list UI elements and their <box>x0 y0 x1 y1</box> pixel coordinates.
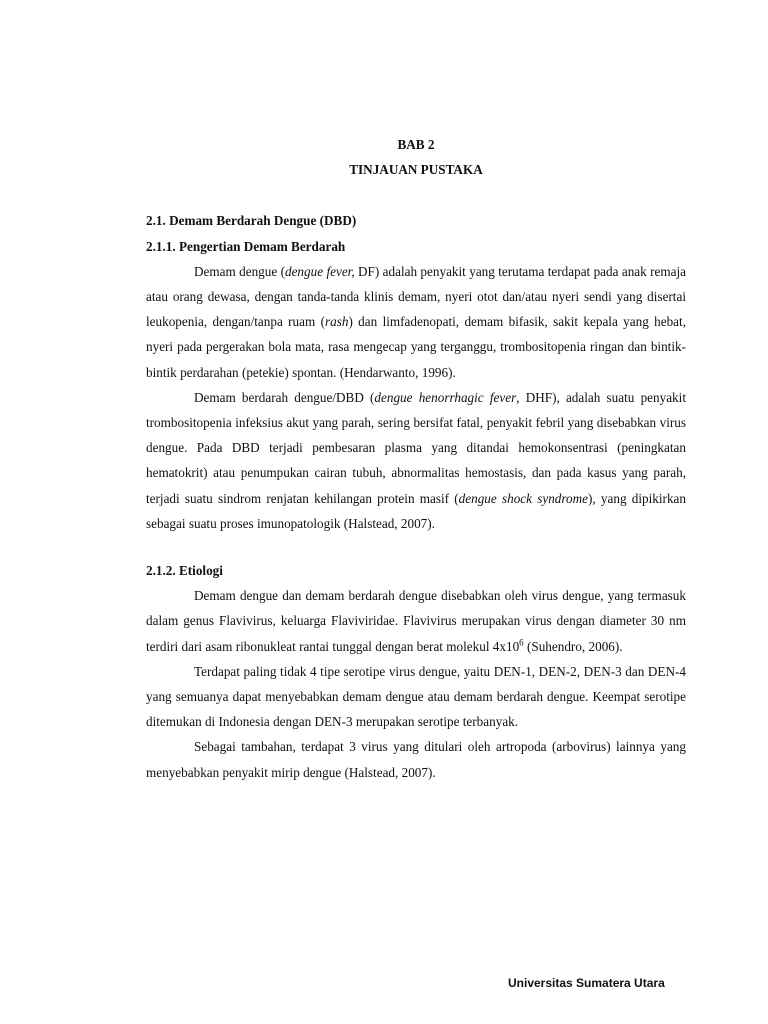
text-run: DF) adalah penyakit yang terutama terdapat pada anak remaja atau orang dewasa, dengan tanda-tanda klinis demam, nyeri otot dan/atau nyeri sendi yang disertai leukopenia, dengan/tanpa ruam ( <box>146 263 687 330</box>
paragraph-definition-dengue <box>146 259 686 385</box>
paragraph-definition-dbd <box>146 385 686 536</box>
italic-term: dengue henorrhagic fever <box>374 389 517 405</box>
subsection-title: Pengertian Demam Berdarah <box>178 238 346 254</box>
superscript: 6 <box>519 637 524 648</box>
section-title: Demam Berdarah Dengue (DBD) <box>169 213 357 229</box>
text-run: Demam dengue ( <box>194 263 285 279</box>
section-number: 2.1. <box>146 213 166 229</box>
subsection-title: Etiologi <box>178 563 223 579</box>
paragraph-arbovirus: Sebagai tambahan, terdapat 3 virus yang ditulari oleh artropoda (arbovirus) lainnya yang menyebabkan penyakit mirip dengue (Halstead, 2007). <box>146 739 686 780</box>
subsection-number: 2.1.2. <box>146 563 176 579</box>
italic-term: dengue fever, <box>284 263 355 279</box>
text-run: (Suhendro, 2006). <box>523 638 623 654</box>
chapter-label: BAB 2 <box>397 137 435 152</box>
italic-term: rash <box>324 314 349 330</box>
paragraph-serotypes: Terdapat paling tidak 4 tipe serotipe virus dengue, yaitu DEN-1, DEN-2, DEN-3 dan DEN-4 yang semuanya dapat menyebabkan demam dengue atau demam berdarah dengue. Keempat serotipe ditemukan di Indonesia dengan DEN-3 merupakan serotipe terbanyak. <box>146 663 686 730</box>
text-run: Demam berdarah dengue/DBD ( <box>194 389 375 405</box>
document-body <box>146 132 686 785</box>
text-run: ) dan limfadenopati, demam bifasik, sakit kepala yang hebat, nyeri pada pergerakan bola mata, rasa mengecap yang terganggu, trombositopenia ringan dan bintik-bintik perdarahan (petekie) spontan. (Hendarwanto, 1996). <box>146 314 686 380</box>
text-run: , DHF), adalah suatu penyakit trombositopenia infeksius akut yang parah, sering bersifat fatal, penyakit febril yang disebabkan virus dengue. Pada DBD terjadi pembesaran plasma yang ditandai hemokonsentrasi (peningkatan hematokrit) atau penumpukan cairan tubuh, abnormalitas hemostasis, dan pada kasus yang parah, terjadi suatu sindrom renjatan kehilangan protein masif ( <box>146 389 686 506</box>
chapter-title: TINJAUAN PUSTAKA <box>349 162 483 178</box>
footer-institution: Universitas Sumatera Utara <box>508 976 665 990</box>
text-run: Demam dengue dan demam berdarah dengue disebabkan oleh virus dengue, yang termasuk dalam genus Flavivirus, keluarga Flaviviridae. Flavivirus merupakan virus dengan diameter 30 nm terdiri dari asam ribonukleat rantai tunggal dengan berat molekul 4x10 <box>146 588 686 654</box>
section-heading-2-1 <box>146 208 686 233</box>
subsection-heading-2-1-2 <box>146 558 686 583</box>
italic-term: dengue shock syndrome <box>458 490 589 506</box>
subsection-number: 2.1.1. <box>146 238 176 254</box>
paragraph-etiology-virus <box>146 583 686 659</box>
subsection-heading-2-1-1 <box>146 234 686 259</box>
text-run: ), yang dipikirkan sebagai suatu proses imunopatologik (Halstead, 2007). <box>146 490 686 531</box>
